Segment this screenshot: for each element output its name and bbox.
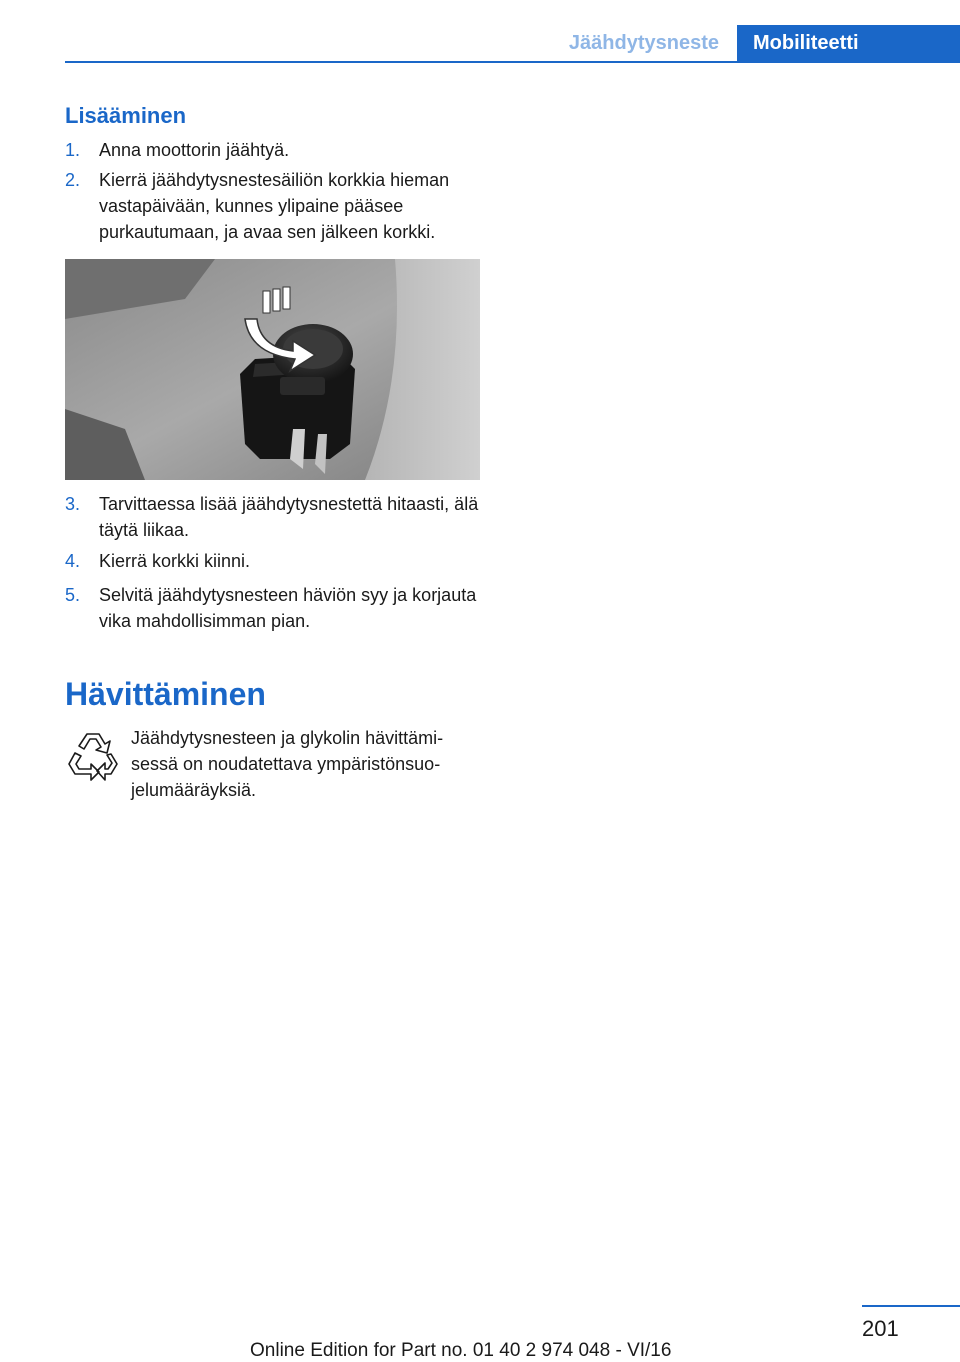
section-title-disposal: Hävittäminen	[65, 676, 266, 712]
header-rule	[65, 61, 960, 63]
step-number: 1.	[65, 140, 81, 160]
list-item	[65, 137, 485, 163]
header-chapter-tab: Mobiliteetti	[737, 25, 960, 63]
header-section-tab: Jäähdytysneste	[568, 32, 719, 54]
step-number: 2.	[65, 170, 81, 190]
list-item	[65, 582, 485, 634]
footer-rule	[862, 1305, 960, 1307]
section-title-adding: Lisääminen	[65, 103, 187, 128]
step-number: 5.	[65, 585, 81, 605]
step-text: Selvitä jäähdytysnesteen häviön syy ja korjauta vika mahdollisimman pian.	[99, 585, 477, 631]
coolant-reservoir-photo	[65, 259, 480, 480]
step-number: 4.	[65, 551, 81, 571]
list-item	[65, 548, 485, 574]
step-text: Tarvittaessa lisää jäähdytysnestettä hitaasti, älä täytä liikaa.	[99, 494, 479, 540]
edition-footer: Online Edition for Part no. 01 40 2 974 048 - VI/16	[250, 1340, 672, 1361]
disposal-text: Jäähdytysnesteen ja glykolin hävittämisessä on noudatettava ympäristönsuojelumääräyksiä.	[131, 728, 444, 800]
step-text: Anna moottorin jäähtyä.	[99, 140, 290, 160]
step-text: Kierrä korkki kiinni.	[99, 551, 251, 571]
step-text: Kierrä jäähdytysnestesäiliön korkkia hieman vastapäivään, kunnes ylipaine pääsee purkautumaan, ja avaa sen jälkeen korkki.	[99, 170, 450, 242]
list-item	[65, 491, 485, 543]
page-number: 201	[862, 1316, 899, 1341]
step-number: 3.	[65, 494, 81, 514]
recycle-icon	[65, 726, 121, 782]
list-item	[65, 167, 485, 245]
